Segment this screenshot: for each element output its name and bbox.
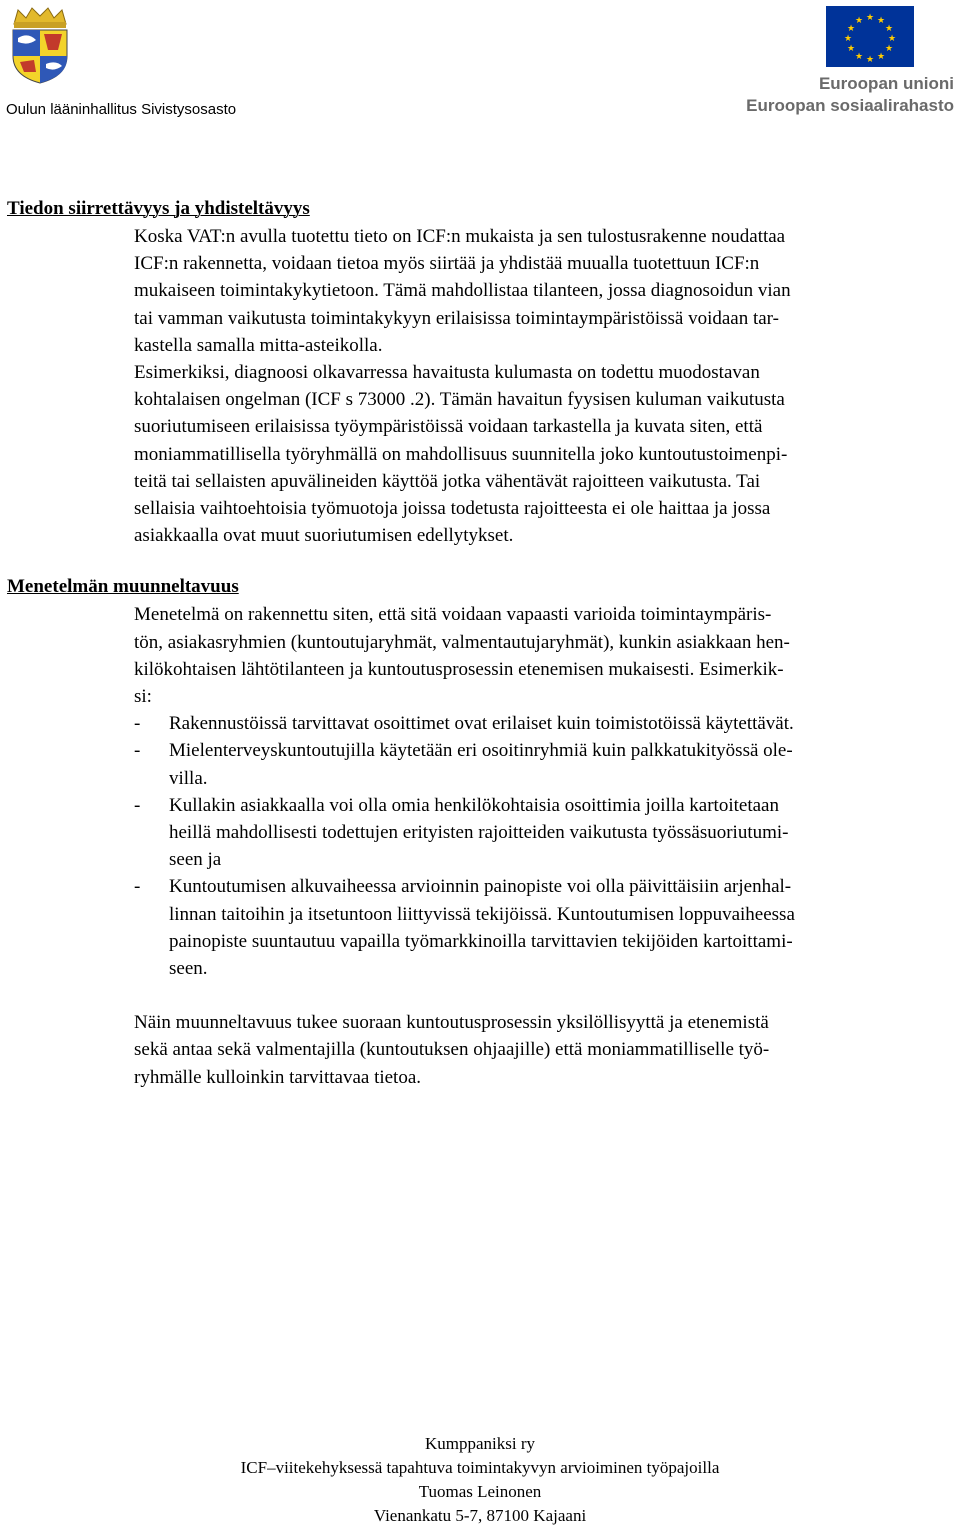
text-line: Esimerkiksi, diagnoosi olkavarressa havaitusta kulumasta on todettu muodostavan	[134, 362, 760, 384]
list-item	[134, 737, 952, 791]
text-line: Näin muunneltavuus tukee suoraan kuntoutusprosessin yksilöllisyyttä ja etenemistä	[134, 1012, 769, 1034]
text-line: villa.	[169, 767, 208, 789]
page-footer	[0, 1432, 960, 1528]
text-line: sellaisia vaihtoehtoisia työmuotoja joissa todetusta rajoitteesta ei ole haittaa ja jossa	[134, 498, 771, 520]
list-item	[134, 792, 952, 874]
text-line: seen.	[169, 958, 208, 980]
text-line: linnan taitoihin ja itsetuntoon liittyvissä tekijöissä. Kuntoutumisen loppuvaiheessa	[169, 903, 795, 925]
closing-paragraph	[134, 1009, 952, 1091]
text-line: painopiste suuntautuu vapailla työmarkkinoilla tarvittavien tekijöiden kartoittami-	[169, 930, 793, 952]
text-line: ICF:n rakennetta, voidaan tietoa myös siirtää ja yhdistää muualla tuotettuun ICF:n	[134, 253, 760, 275]
text-line: - Rakennustöissä tarvittavat osoittimet ovat erilaiset kuin toimistotöissä käytettävät.	[169, 713, 794, 735]
svg-text:★: ★	[846, 24, 856, 34]
svg-text:★: ★	[884, 24, 894, 34]
svg-text:★: ★	[865, 13, 875, 23]
text-line: moniammatillisella työryhmällä on mahdollisuus suunnitella joko kuntoutustoimenpi-	[134, 443, 788, 465]
list-item	[134, 710, 952, 737]
svg-text:★: ★	[854, 16, 864, 26]
svg-text:★: ★	[887, 34, 897, 44]
text-line: teitä tai sellaisten apuvälineiden käyttöä jotka vähentävät rajoitteen vaikutusta. Tai	[134, 470, 761, 492]
text-line: tön, asiakasryhmien (kuntoutujaryhmät, valmentautujaryhmät), kunkin asiakkaan hen-	[134, 631, 790, 653]
section-heading-transferability: Tiedon siirrettävyys ja yhdisteltävyys	[7, 198, 310, 219]
text-line: heillä mahdollisesti todettujen erityisten rajoitteiden vaikutusta työssäsuoriutumi-	[169, 822, 789, 844]
svg-text:★: ★	[876, 52, 886, 62]
eu-union-label: Euroopan unioni	[818, 74, 954, 93]
text-line: kastella samalla mitta-asteikolla.	[134, 334, 383, 356]
svg-text:★: ★	[876, 16, 886, 26]
text-line: suoriutumiseen erilaisissa työympäristöissä voidaan tarkastella ja kuvata siten, että	[134, 416, 763, 438]
footer-author: Tuomas Leinonen	[418, 1482, 542, 1501]
text-line: - Mielenterveyskuntoutujilla käytetään eri osoitinryhmiä kuin palkkatukityössä ole-	[169, 740, 793, 762]
header-left	[0, 0, 260, 125]
eu-social-fund-label: Euroopan sosiaalirahasto	[746, 96, 954, 115]
text-line: ryhmälle kulloinkin tarvittavaa tietoa.	[134, 1066, 422, 1088]
list-item	[134, 873, 952, 982]
eu-logo	[740, 0, 960, 125]
text-line: Menetelmä on rakennettu siten, että sitä voidaan vapaasti varioida toimintaympäris-	[134, 604, 772, 626]
text-line: Koska VAT:n avulla tuotettu tieto on ICF:n mukaista ja sen tulostusrakenne noudattaa	[134, 226, 786, 247]
organization-name: Oulun lääninhallitus Sivistysosasto	[6, 101, 237, 118]
text-line: si:	[134, 686, 152, 708]
text-line: tai vamman vaikutusta toimintakykyyn erilaisissa toimintaympäristöissä voidaan tar-	[134, 307, 779, 329]
svg-text:★: ★	[854, 52, 864, 62]
text-line: - Kuntoutumisen alkuvaiheessa arvioinnin painopiste voi olla päivittäisiin arjenhal-	[169, 876, 792, 898]
section-text-modifiability	[134, 601, 952, 1090]
svg-text:★: ★	[865, 55, 875, 65]
document-body	[0, 195, 960, 1091]
footer-address: Vienankatu 5-7, 87100 Kajaani	[373, 1506, 587, 1525]
svg-text:★: ★	[884, 44, 894, 54]
text-line: kohtalaisen ongelman (ICF s 73000 .2). Tämän havaitun fyysisen kuluman vaikutusta	[134, 389, 785, 411]
text-line: kilökohtaisen lähtötilanteen ja kuntoutusprosessin etenemisen mukaisesti. Esimerkik-	[134, 658, 784, 680]
section-heading-modifiability: Menetelmän muunneltavuus	[7, 576, 239, 598]
text-line: seen ja	[169, 849, 222, 871]
coat-of-arms-icon	[8, 6, 72, 84]
footer-organization: Kumppaniksi ry	[424, 1434, 536, 1453]
svg-text:★: ★	[846, 44, 856, 54]
text-line: mukaiseen toimintakykytietoon. Tämä mahdollistaa tilanteen, jossa diagnosoidun vian	[134, 280, 791, 302]
text-line: sekä antaa sekä valmentajilla (kuntoutuksen ohjaajille) että moniammatilliselle työ-	[134, 1039, 770, 1061]
text-line: asiakkaalla ovat muut suoriutumisen edellytykset.	[134, 525, 514, 547]
eu-flag-icon	[826, 6, 914, 67]
footer-title: ICF–viitekehyksessä tapahtuva toimintakyvyn arvioiminen työpajoilla	[240, 1458, 720, 1477]
section-text-transferability	[134, 223, 952, 549]
text-line: - Kullakin asiakkaalla voi olla omia henkilökohtaisia osoittimia joilla kartoitetaan	[169, 794, 779, 816]
svg-text:★: ★	[843, 34, 853, 44]
